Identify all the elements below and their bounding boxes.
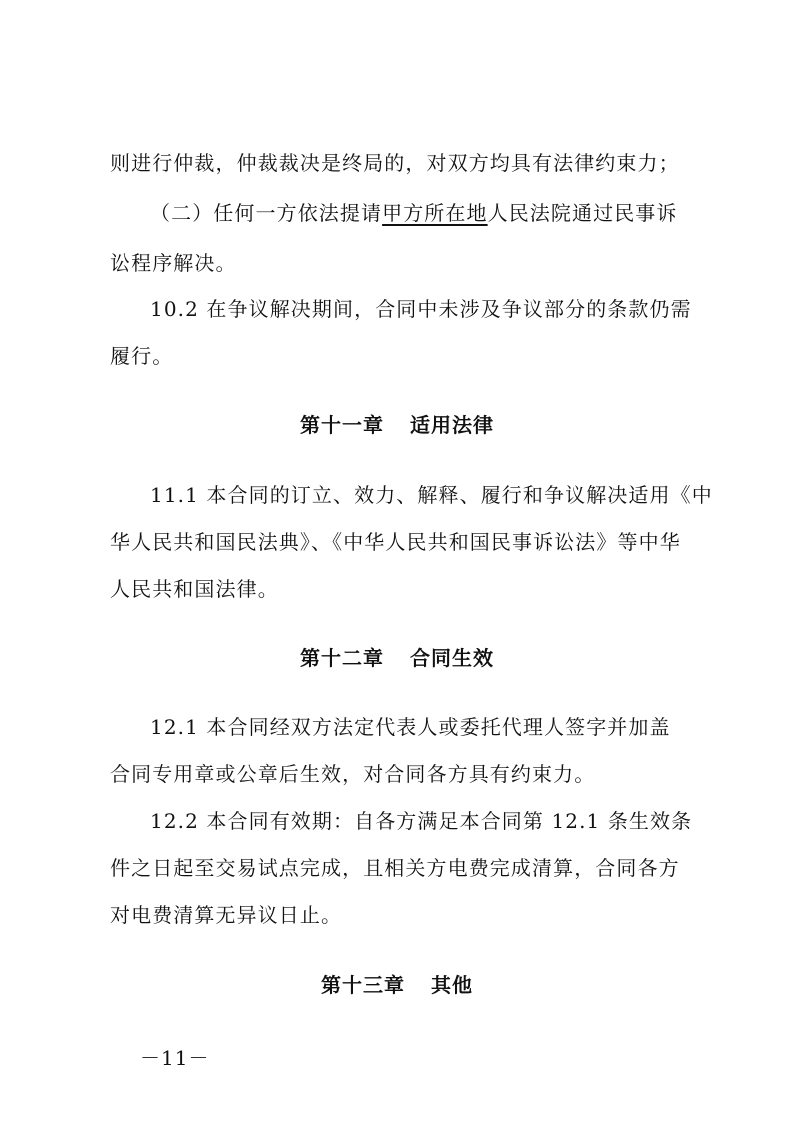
clause-12-1-line2: 合同专用章或公章后生效，对合同各方具有约束力。 bbox=[110, 762, 596, 786]
court-text-prefix: （二）任何一方依法提请 bbox=[150, 201, 383, 225]
clause-10-2-line2: 履行。 bbox=[110, 344, 174, 368]
court-text-suffix: 人民法院通过民事诉 bbox=[487, 201, 678, 225]
chapter-12-title: 合同生效 bbox=[410, 646, 494, 670]
paragraph-court-line1 bbox=[150, 198, 686, 228]
chapter-11-number: 第十一章 bbox=[300, 413, 384, 437]
chapter-13-number: 第十三章 bbox=[321, 973, 405, 997]
clause-11-1-line3: 人民共和国法律。 bbox=[110, 577, 279, 601]
chapter-11-title: 适用法律 bbox=[410, 413, 494, 437]
paragraph-arbitration-line: 则进行仲裁，仲裁裁决是终局的，对双方均具有法律约束力； bbox=[110, 151, 680, 175]
clause-12-2-line2: 件之日起至交易试点完成，且相关方电费完成清算，合同各方 bbox=[110, 856, 680, 880]
chapter-12-number: 第十二章 bbox=[300, 646, 384, 670]
clause-11-1-line2: 华人民共和国民法典》、《中华人民共和国民事诉讼法》等中华 bbox=[110, 530, 681, 554]
chapter-11-heading bbox=[0, 410, 794, 440]
chapter-13-title: 其他 bbox=[431, 973, 473, 997]
paragraph-court-line2: 讼程序解决。 bbox=[110, 251, 237, 275]
chapter-12-heading bbox=[0, 643, 794, 673]
underlined-location: 甲方所在地 bbox=[382, 201, 488, 225]
chapter-13-heading bbox=[0, 970, 794, 1000]
page-number: －11－ bbox=[140, 1046, 210, 1070]
clause-12-2-line1: 12.2 本合同有效期：自各方满足本合同第 12.1 条生效条 bbox=[150, 809, 693, 833]
clause-12-2-line3: 对电费清算无异议日止。 bbox=[110, 903, 343, 927]
clause-11-1-line1: 11.1 本合同的订立、效力、解释、履行和争议解决适用《中 bbox=[150, 483, 713, 507]
clause-12-1-line1: 12.1 本合同经双方法定代表人或委托代理人签字并加盖 bbox=[150, 715, 671, 739]
clause-10-2-line1: 10.2 在争议解决期间，合同中未涉及争议部分的条款仍需 bbox=[150, 297, 692, 321]
